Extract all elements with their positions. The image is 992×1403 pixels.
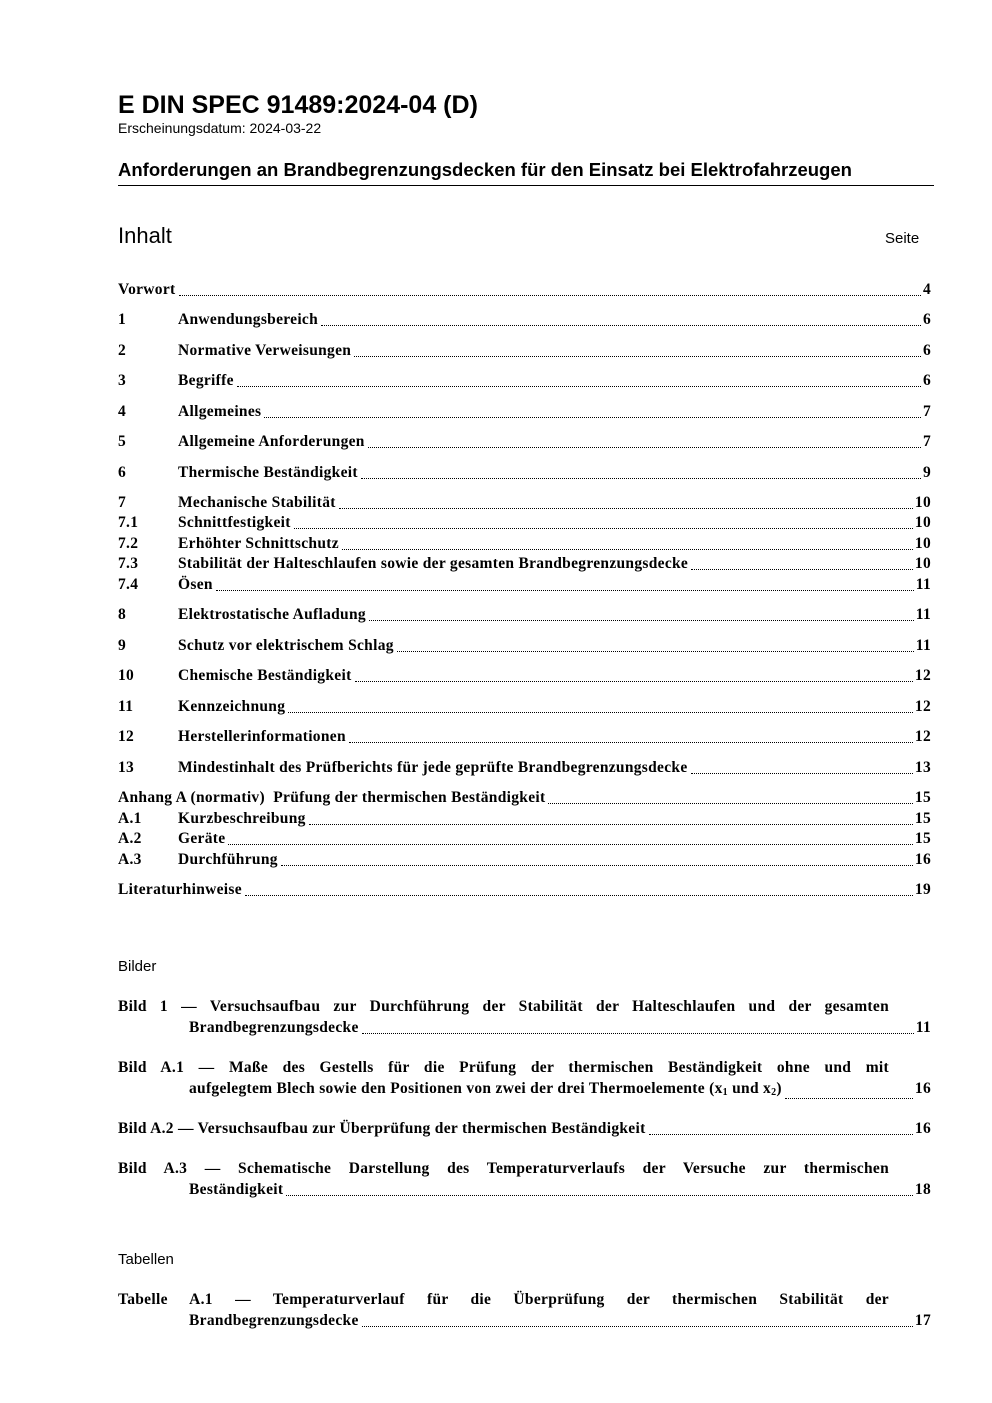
toc-entry-vorwort[interactable] (118, 280, 931, 300)
toc-entry-6[interactable] (118, 463, 931, 483)
toc-entry-title: Normative Verweisungen (178, 342, 352, 359)
figure-entry-caption: Bild 1 — Versuchsaufbau zur Durchführung der Stabilität der Halteschlaufen und der gesamten (118, 998, 889, 1015)
toc-entry-7-1[interactable] (118, 513, 931, 533)
toc-entry-number: 4 (118, 403, 127, 420)
toc-entry-title: Anwendungsbereich (178, 311, 319, 328)
toc-entry-title: Thermische Beständigkeit (178, 464, 358, 481)
figure-entry-a1[interactable] (118, 1058, 931, 1103)
tables-label: Tabellen (118, 1251, 174, 1268)
toc-entry-10[interactable] (118, 666, 931, 686)
toc-entry-title: Durchführung (178, 851, 278, 868)
toc-entry-title: Allgemeine Anforderungen (178, 433, 365, 450)
dot-leader (288, 712, 913, 713)
toc-entry-title: Vorwort (118, 281, 176, 298)
toc-entry-7[interactable] (118, 493, 931, 513)
publication-date: Erscheinungsdatum: 2024-03-22 (118, 120, 322, 136)
toc-entry-title: Herstellerinformationen (178, 728, 346, 745)
dot-leader (179, 295, 921, 296)
figure-entry-caption-cont: Brandbegrenzungsdecke (189, 1018, 359, 1036)
document-code: E DIN SPEC 91489:2024-04 (D) (118, 91, 478, 119)
toc-entry-number: 7.3 (118, 555, 139, 572)
toc-entry-page: 15 (914, 810, 931, 827)
dot-leader (691, 569, 913, 570)
figure-entry-page: 18 (914, 1180, 931, 1198)
figure-entry-a3[interactable] (118, 1159, 931, 1200)
dot-leader (281, 865, 913, 866)
toc-entry-page: 10 (914, 535, 931, 552)
toc-entry-3[interactable] (118, 371, 931, 391)
dot-leader (368, 447, 921, 448)
dot-leader (216, 590, 914, 591)
toc-entry-5[interactable] (118, 432, 931, 452)
toc-entry-title: Begriffe (178, 372, 234, 389)
table-entry-page: 17 (914, 1311, 931, 1329)
toc-entry-7-3[interactable] (118, 554, 931, 574)
toc-entry-page: 7 (922, 403, 931, 420)
toc-entry-title: Kurzbeschreibung (178, 810, 306, 827)
toc-entry-4[interactable] (118, 402, 931, 422)
toc-entry-page: 7 (922, 433, 931, 450)
dot-leader (649, 1134, 913, 1135)
table-entry-caption: Tabelle A.1 — Temperaturverlauf für die Überprüfung der thermischen Stabilität der (118, 1291, 889, 1308)
figure-entry-page: 11 (915, 1018, 931, 1036)
toc-entry-page: 12 (914, 698, 931, 715)
toc-entry-number: A.1 (118, 810, 142, 827)
toc-entry-title: Schutz vor elektrischem Schlag (178, 637, 394, 654)
toc-entry-1[interactable] (118, 310, 931, 330)
document-title: Anforderungen an Brandbegrenzungsdecken für den Einsatz bei Elektrofahrzeugen (118, 157, 934, 186)
toc-entry-number: 5 (118, 433, 127, 450)
toc-entry-title: Kennzeichnung (178, 698, 286, 715)
dot-leader (548, 803, 912, 804)
dot-leader (369, 620, 914, 621)
toc-entry-title: Mechanische Stabilität (178, 494, 336, 511)
dot-leader (309, 824, 913, 825)
toc-entry-page: 10 (914, 494, 931, 511)
toc-entry-number: 13 (118, 759, 135, 776)
table-entry-a1[interactable] (118, 1290, 931, 1331)
toc-entry-7-2[interactable] (118, 534, 931, 554)
dot-leader (785, 1098, 913, 1099)
toc-entry-number: 10 (118, 667, 135, 684)
toc-heading: Inhalt (118, 223, 172, 248)
toc-entry-a-3[interactable] (118, 850, 931, 870)
figure-entry-page: 16 (914, 1079, 931, 1097)
toc-entry-number: 7.1 (118, 514, 139, 531)
toc-entry-page: 10 (914, 555, 931, 572)
dot-leader (228, 844, 912, 845)
toc-entry-title: Chemische Beständigkeit (178, 667, 352, 684)
toc-entry-title: Anhang A (normativ) Prüfung der thermischen Beständigkeit (118, 789, 546, 806)
dot-leader (355, 681, 913, 682)
figures-label: Bilder (118, 958, 157, 975)
dot-leader (349, 742, 913, 743)
toc-entry-page: 12 (914, 667, 931, 684)
toc-entry-title: Ösen (178, 576, 213, 593)
toc-entry-number: 7 (118, 494, 127, 511)
toc-entry-number: 12 (118, 728, 135, 745)
toc-entry-title: Literaturhinweise (118, 881, 242, 898)
toc-entry-page: 15 (914, 830, 931, 847)
toc-entry-a-2[interactable] (118, 829, 931, 849)
toc-entry-number: 3 (118, 372, 127, 389)
figure-entry-caption: Bild A.3 — Schematische Darstellung des Temperaturverlaufs der Versuche zur thermischen (118, 1160, 889, 1177)
toc-entry-title: Mindestinhalt des Prüfberichts für jede geprüfte Brandbegrenzungsdecke (178, 759, 688, 776)
toc-entry-2[interactable] (118, 341, 931, 361)
toc-entry-8[interactable] (118, 605, 931, 625)
toc-entry-page: 11 (915, 606, 931, 623)
dot-leader (397, 651, 914, 652)
toc-entry-page: 11 (915, 576, 931, 593)
toc-entry-title: Geräte (178, 830, 226, 847)
toc-entry-page: 13 (914, 759, 931, 776)
dot-leader (339, 508, 913, 509)
toc-entry-a-1[interactable] (118, 809, 931, 829)
dot-leader (342, 549, 913, 550)
toc-entry-page: 6 (922, 372, 931, 389)
toc-entry-number: A.2 (118, 830, 142, 847)
toc-entry-title: Elektrostatische Aufladung (178, 606, 366, 623)
toc-entry-page: 4 (922, 281, 931, 298)
toc-entry-page: 11 (915, 637, 931, 654)
dot-leader (294, 528, 913, 529)
dot-leader (237, 386, 921, 387)
toc-entry-literature[interactable] (118, 880, 931, 900)
figure-entry-caption: Bild A.2 — Versuchsaufbau zur Überprüfung der thermischen Beständigkeit (118, 1120, 646, 1137)
dot-leader (361, 478, 921, 479)
toc-entry-9[interactable] (118, 636, 931, 656)
toc-entry-number: 7.4 (118, 576, 139, 593)
toc-entry-7-4[interactable] (118, 575, 931, 595)
figure-entry-caption-cont: Beständigkeit (189, 1180, 284, 1198)
dot-leader (354, 356, 921, 357)
toc-entry-title: Allgemeines (178, 403, 262, 420)
toc-entry-number: 2 (118, 342, 127, 359)
toc-entry-number: 7.2 (118, 535, 139, 552)
dot-leader (691, 773, 913, 774)
dot-leader (286, 1195, 913, 1196)
dot-leader (362, 1033, 914, 1034)
toc-entry-number: 8 (118, 606, 127, 623)
dot-leader (264, 417, 921, 418)
toc-entry-page: 15 (914, 789, 931, 806)
figure-entry-caption-cont: aufgelegtem Blech sowie den Positionen von zwei der drei Thermoelemente ($x_1$ und $x_2$) (189, 1079, 782, 1098)
toc-entry-11[interactable] (118, 697, 931, 717)
toc-entry-title: Stabilität der Halteschlaufen sowie der gesamten Brandbegrenzungsdecke (178, 555, 689, 572)
toc-entry-annex-a[interactable] (118, 788, 931, 808)
table-entry-caption-cont: Brandbegrenzungsdecke (189, 1311, 359, 1329)
toc-entry-page: 19 (914, 881, 931, 898)
toc-entry-page: 10 (914, 514, 931, 531)
toc-entry-number: 1 (118, 311, 127, 328)
figure-entry-caption: Bild A.1 — Maße des Gestells für die Prüfung der thermischen Beständigkeit ohne und mit (118, 1059, 889, 1076)
toc-entry-number: 6 (118, 464, 127, 481)
toc-entry-page: 6 (922, 311, 931, 328)
toc-entry-title: Schnittfestigkeit (178, 514, 291, 531)
toc-entry-title: Erhöhter Schnittschutz (178, 535, 339, 552)
figure-entry-1[interactable] (118, 997, 931, 1038)
page-column-label: Seite (885, 230, 920, 247)
figure-entry-a2[interactable] (118, 1119, 931, 1139)
toc-entry-13[interactable] (118, 758, 931, 778)
toc-entry-page: 9 (922, 464, 931, 481)
toc-entry-number: 9 (118, 637, 127, 654)
toc-entry-number: 11 (118, 698, 134, 715)
toc-entry-number: A.3 (118, 851, 142, 868)
dot-leader (362, 1326, 913, 1327)
toc-entry-12[interactable] (118, 727, 931, 747)
toc-entry-page: 16 (914, 851, 931, 868)
dot-leader (245, 895, 913, 896)
figure-entry-page: 16 (914, 1120, 931, 1137)
toc-entry-page: 12 (914, 728, 931, 745)
dot-leader (321, 325, 921, 326)
toc-entry-page: 6 (922, 342, 931, 359)
